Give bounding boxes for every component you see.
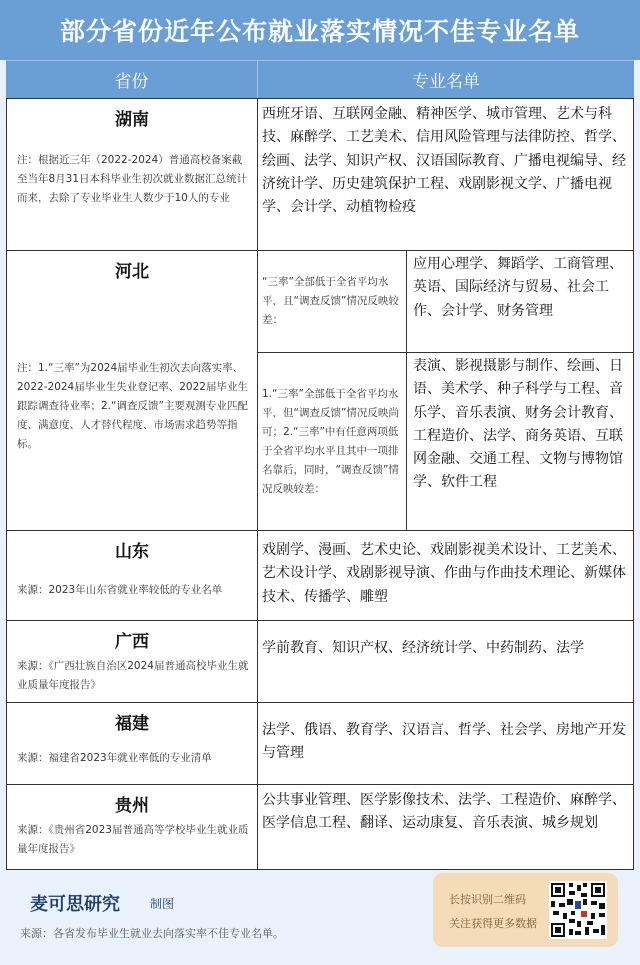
province-note: 注：1.“三率”为2024届毕业生初次去向落实率、2022-2024届毕业生失业登记率、2022届毕业生跟踪调查待业率；2.“调查反馈”主要观测专业匹配度、满意度、人才替代程度、市场需求趋势等指标。 xyxy=(17,362,248,450)
header-province: 省份 xyxy=(114,72,149,92)
source-note: 来源：各省发布毕业生就业去向落实率不佳专业名单。 xyxy=(20,927,284,940)
table-header xyxy=(6,60,634,98)
qr-follow-text: 关注获得更多数据 xyxy=(449,917,537,930)
qr-code-graphic xyxy=(549,881,607,939)
header-majors: 专业名单 xyxy=(257,61,634,98)
qr-card[interactable] xyxy=(433,873,618,947)
majors-list: 戏剧学、漫画、艺术史论、戏剧影视美术设计、工艺美术、艺术设计学、戏剧影视导演、作曲与作曲技术理论、新媒体技术、传播学、雕塑 xyxy=(262,542,626,605)
province-cell xyxy=(7,251,258,530)
group-majors: 表演、影视摄影与制作、绘画、日语、美术学、种子科学与工程、音乐学、音乐表演、财务会计教育、工程造价、法学、商务英语、互联网金融、交通工程、文物与博物馆学、软件工程 xyxy=(413,358,623,491)
province-note: 注：根据近三年（2022-2024）普通高校备案截至当年8月31日本科毕业生初次就业数据汇总统计而来，去除了专业毕业生人数少于10人的专业 xyxy=(17,154,248,204)
province-name: 山东 xyxy=(115,542,149,562)
province-note: 来源：《贵州省2023届普通高等学校毕业生就业质量年度报告》 xyxy=(17,824,249,855)
province-cell xyxy=(7,703,258,784)
hebei-group-2 xyxy=(258,353,633,530)
province-name: 福建 xyxy=(115,714,149,734)
province-cell xyxy=(7,99,258,250)
title-bar xyxy=(0,0,640,60)
brand-subtitle: 制图 xyxy=(150,897,175,911)
footer xyxy=(0,870,640,965)
province-note: 来源：2023年山东省就业率较低的专业名单 xyxy=(17,584,223,596)
table-row-guizhou xyxy=(7,785,633,869)
province-name: 广西 xyxy=(115,632,149,652)
province-cell xyxy=(7,531,258,620)
majors-list: 公共事业管理、医学影像技术、法学、工程造价、麻醉学、医学信息工程、翻译、运动康复、音乐表演、城乡规划 xyxy=(262,792,626,832)
qr-code-icon[interactable] xyxy=(549,881,607,939)
majors-list: 西班牙语、互联网金融、精神医学、城市管理、艺术与科技、麻醉学、工艺美术、信用风险管理与法律防控、哲学、绘画、法学、知识产权、汉语国际教育、广播电视编导、经济统计学、历史建筑保护工程、戏剧影视文学、广播电视学、会计学、动植物检疫 xyxy=(262,106,626,216)
hebei-groups xyxy=(258,251,633,530)
brand-logo: 麦可思研究 xyxy=(30,894,120,915)
province-name: 湖南 xyxy=(115,110,149,130)
table-row-hebei xyxy=(7,251,633,531)
group-condition: 1.“三率”全部低于全省平均水平，但“调查反馈”情况反映尚可；2.“三率”中有任意两项低于全省平均水平且其中一项排名靠后，同时，“调查反馈”情况反映较差： xyxy=(258,353,407,530)
majors-list: 学前教育、知识产权、经济统计学、中药制药、法学 xyxy=(262,640,584,656)
group-condition: “三率”全部低于全省平均水平，且“调查反馈”情况反映较差： xyxy=(258,251,407,352)
table-row-fujian xyxy=(7,703,633,785)
table-row-hunan xyxy=(7,99,633,251)
province-name: 河北 xyxy=(115,262,149,282)
province-name: 贵州 xyxy=(115,796,149,816)
majors-table xyxy=(6,98,634,870)
province-cell xyxy=(7,785,258,869)
majors-list: 法学、俄语、教育学、汉语言、哲学、社会学、房地产开发与管理 xyxy=(262,722,626,762)
province-cell xyxy=(7,621,258,702)
group-majors: 应用心理学、舞蹈学、工商管理、英语、国际经济与贸易、社会工作、会计学、财务管理 xyxy=(413,256,623,319)
table-row-guangxi xyxy=(7,621,633,703)
qr-prompt: 长按识别二维码 xyxy=(449,893,526,906)
hebei-group-1 xyxy=(258,251,633,353)
table-row-shandong xyxy=(7,531,633,621)
page-title: 部分省份近年公布就业落实情况不佳专业名单 xyxy=(59,17,580,46)
province-note: 来源：福建省2023年就业率低的专业清单 xyxy=(17,752,212,764)
province-note: 来源：《广西壮族自治区2024届普通高校毕业生就业质量年度报告》 xyxy=(17,660,249,691)
